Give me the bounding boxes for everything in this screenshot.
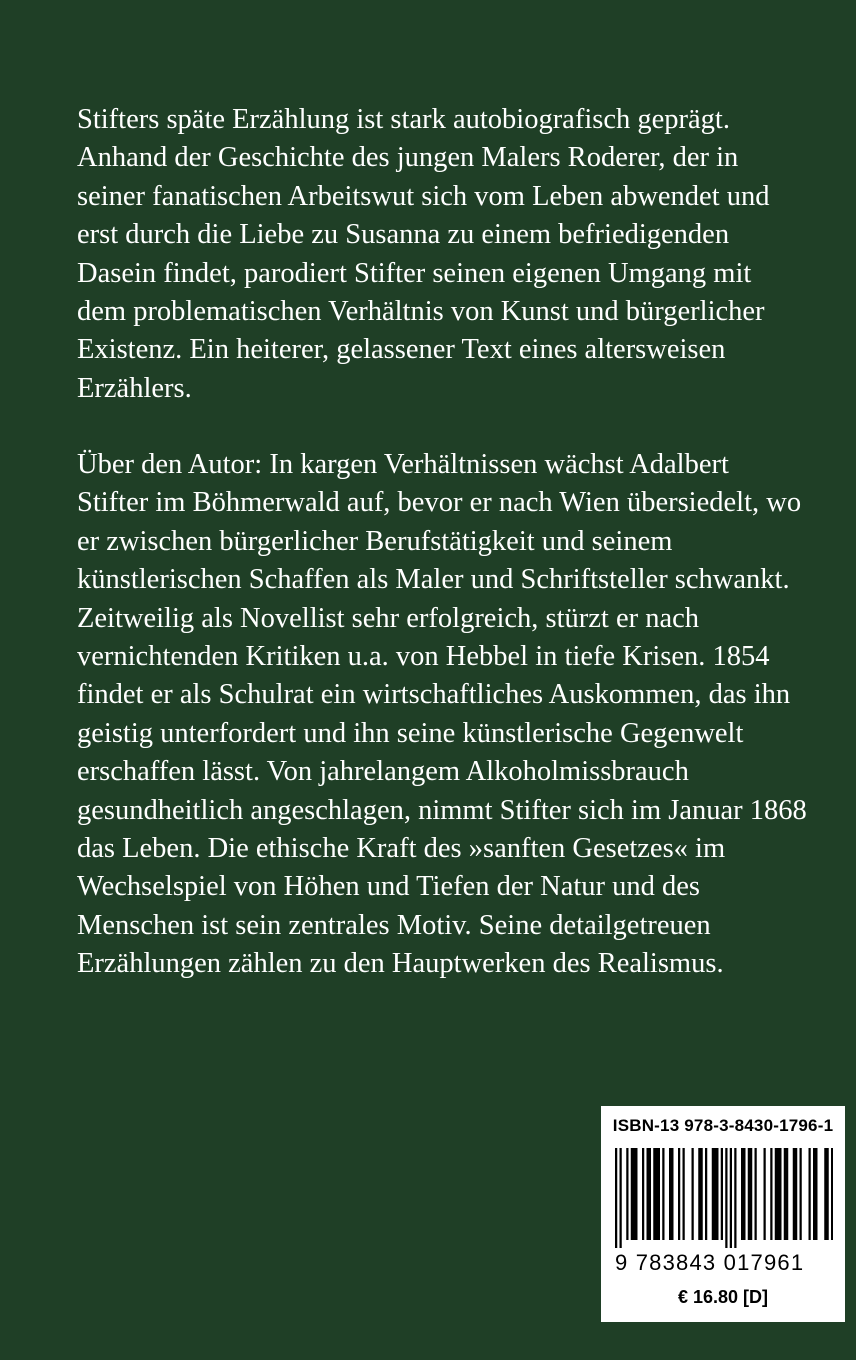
barcode-bar — [705, 1148, 707, 1240]
barcode-bar — [793, 1148, 798, 1240]
barcode-bar — [712, 1148, 719, 1240]
summary-line: Stifters späte Erzählung ist stark autobiografisch geprägt. — [77, 104, 730, 135]
barcode-bar — [669, 1148, 674, 1240]
bio-line: künstlerischen Schaffen als Maler und Schriftsteller schwankt. — [77, 564, 790, 596]
barcode-bar — [631, 1148, 638, 1240]
barcode-bar — [741, 1148, 746, 1240]
barcode-bar — [642, 1148, 644, 1240]
barcode-bar — [626, 1148, 628, 1240]
bio-line: Wechselspiel von Höhen und Tiefen der Natur und des — [77, 871, 701, 903]
barcode-bar — [678, 1148, 680, 1240]
barcode-bar — [615, 1148, 617, 1248]
summary-line: Anhand der Geschichte des jungen Malers Roderer, der in — [77, 142, 739, 174]
summary-line: Dasein findet, parodiert Stifter seinen eigenen Umgang mit — [77, 257, 752, 289]
bio-line: erschaffen lässt. Von jahrelangem Alkoholmissbrauch — [77, 756, 689, 788]
barcode-bar — [721, 1148, 723, 1240]
summary-line: erst durch die Liebe zu Susanna zu einem befriedigenden — [77, 219, 730, 251]
barcode-bar — [770, 1148, 772, 1240]
barcode-bar — [620, 1148, 622, 1248]
summary-line: seiner fanatischen Arbeitswut sich vom Leben abwendet und — [77, 180, 770, 212]
barcode-bar — [730, 1148, 732, 1248]
barcode-bar — [683, 1148, 685, 1240]
bio-line: Zeitweilig als Novellist sehr erfolgreich, stürzt er nach — [77, 602, 700, 634]
bio-line: Über den Autor: In kargen Verhältnissen wächst Adalbert — [77, 449, 729, 480]
bio-line: gesundheitlich angeschlagen, nimmt Stifter sich im Januar 1868 — [77, 794, 807, 826]
bio-line: er zwischen bürgerlicher Berufstätigkeit und seinem — [77, 525, 673, 557]
bio-line: findet er als Schulrat ein wirtschaftliches Auskommen, das ihn — [77, 679, 791, 711]
bio-line: Erzählungen zählen zu den Hauptwerken des Realismus. — [77, 948, 724, 980]
barcode-icon — [613, 1148, 833, 1248]
barcode-bar — [800, 1148, 802, 1240]
barcode-bar — [748, 1148, 753, 1240]
isbn-label: ISBN-13 978-3-8430-1796-1 — [612, 1116, 834, 1135]
bio-line: das Leben. Die ethische Kraft des »sanften Gesetzes« im — [77, 833, 726, 865]
summary-line: Erzählers. — [77, 372, 192, 404]
barcode-bar — [692, 1148, 694, 1240]
barcode-bar — [662, 1148, 664, 1240]
barcode-bar — [831, 1148, 833, 1240]
barcode-bar — [813, 1148, 818, 1240]
barcode-bar — [647, 1148, 652, 1240]
bio-line: geistig unterfordert und ihn seine künstlerische Gegenwelt — [77, 717, 744, 749]
barcode-bar — [725, 1148, 727, 1248]
isbn-barcode-box — [601, 1106, 845, 1322]
barcode-bar — [755, 1148, 757, 1240]
barcode-bar — [764, 1148, 766, 1240]
bio-line: Menschen ist sein zentrales Motiv. Seine detailgetreuen — [77, 909, 711, 941]
barcode-digits: 9 783843 017961 — [615, 1250, 805, 1275]
barcode-bar — [809, 1148, 811, 1240]
barcode-bar — [734, 1148, 736, 1248]
author-bio — [77, 446, 817, 984]
price-label: € 16.80 [D] — [677, 1287, 769, 1307]
barcode-bar — [824, 1148, 829, 1240]
barcode-bar — [775, 1148, 782, 1240]
book-summary — [77, 101, 817, 408]
bio-line: Stifter im Böhmerwald auf, bevor er nach Wien übersiedelt, wo — [77, 487, 802, 519]
barcode-bar — [784, 1148, 789, 1240]
barcode-bar — [653, 1148, 660, 1240]
summary-line: Existenz. Ein heiterer, gelassener Text eines altersweisen — [77, 334, 726, 366]
bio-line: vernichtenden Kritiken u.a. von Hebbel in tiefe Krisen. 1854 — [77, 641, 770, 673]
barcode-bar — [698, 1148, 703, 1240]
summary-line: dem problematischen Verhältnis von Kunst und bürgerlicher — [77, 296, 765, 328]
